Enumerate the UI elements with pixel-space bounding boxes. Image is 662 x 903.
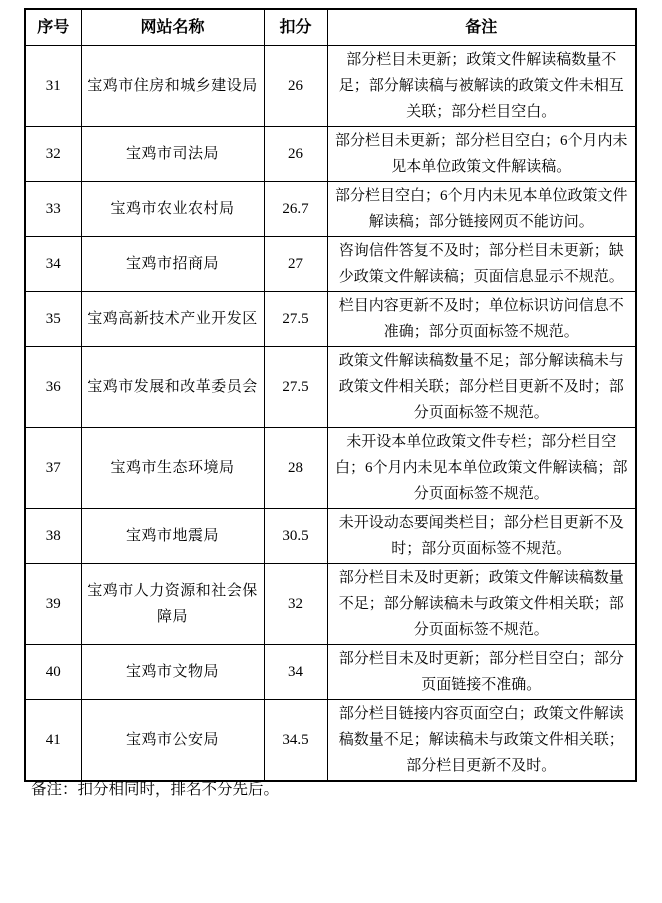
cell-site-name: 宝鸡市地震局 bbox=[81, 509, 264, 564]
cell-deduction: 32 bbox=[264, 564, 327, 645]
table-row bbox=[25, 564, 636, 645]
cell-remark: 部分栏目空白；6个月内未见本单位政策文件解读稿；部分链接网页不能访问。 bbox=[327, 182, 636, 237]
cell-deduction: 34.5 bbox=[264, 700, 327, 782]
cell-site-name: 宝鸡市司法局 bbox=[81, 127, 264, 182]
table-row bbox=[25, 46, 636, 127]
cell-serial-number: 38 bbox=[25, 509, 81, 564]
score-table bbox=[24, 8, 637, 782]
cell-site-name: 宝鸡市发展和改革委员会 bbox=[81, 347, 264, 428]
table-row bbox=[25, 292, 636, 347]
cell-site-name: 宝鸡市住房和城乡建设局 bbox=[81, 46, 264, 127]
cell-remark: 政策文件解读稿数量不足；部分解读稿未与政策文件相关联；部分栏目更新不及时；部分页面标签不规范。 bbox=[327, 347, 636, 428]
cell-site-name: 宝鸡市招商局 bbox=[81, 237, 264, 292]
cell-site-name: 宝鸡高新技术产业开发区 bbox=[81, 292, 264, 347]
cell-serial-number: 40 bbox=[25, 645, 81, 700]
table-header-row bbox=[25, 9, 636, 46]
cell-deduction: 26.7 bbox=[264, 182, 327, 237]
table-row bbox=[25, 509, 636, 564]
cell-serial-number: 31 bbox=[25, 46, 81, 127]
cell-deduction: 26 bbox=[264, 127, 327, 182]
cell-serial-number: 35 bbox=[25, 292, 81, 347]
table-row bbox=[25, 237, 636, 292]
cell-serial-number: 41 bbox=[25, 700, 81, 782]
cell-deduction: 34 bbox=[264, 645, 327, 700]
cell-site-name: 宝鸡市公安局 bbox=[81, 700, 264, 782]
cell-remark: 未开设本单位政策文件专栏；部分栏目空白；6个月内未见本单位政策文件解读稿；部分页面标签不规范。 bbox=[327, 428, 636, 509]
cell-remark: 部分栏目未更新；政策文件解读稿数量不足；部分解读稿与被解读的政策文件未相互关联；部分栏目空白。 bbox=[327, 46, 636, 127]
cell-remark: 未开设动态要闻类栏目；部分栏目更新不及时；部分页面标签不规范。 bbox=[327, 509, 636, 564]
cell-serial-number: 37 bbox=[25, 428, 81, 509]
cell-site-name: 宝鸡市农业农村局 bbox=[81, 182, 264, 237]
table-row bbox=[25, 182, 636, 237]
table-row bbox=[25, 127, 636, 182]
cell-deduction: 28 bbox=[264, 428, 327, 509]
cell-remark: 部分栏目未及时更新；政策文件解读稿数量不足；部分解读稿未与政策文件相关联；部分页面标签不规范。 bbox=[327, 564, 636, 645]
cell-serial-number: 36 bbox=[25, 347, 81, 428]
cell-remark: 栏目内容更新不及时；单位标识访问信息不准确；部分页面标签不规范。 bbox=[327, 292, 636, 347]
cell-remark: 部分栏目未更新；部分栏目空白；6个月内未见本单位政策文件解读稿。 bbox=[327, 127, 636, 182]
cell-deduction: 26 bbox=[264, 46, 327, 127]
table-row bbox=[25, 700, 636, 782]
cell-serial-number: 39 bbox=[25, 564, 81, 645]
cell-serial-number: 32 bbox=[25, 127, 81, 182]
cell-deduction: 27.5 bbox=[264, 347, 327, 428]
table-row bbox=[25, 645, 636, 700]
table-row bbox=[25, 428, 636, 509]
cell-site-name: 宝鸡市人力资源和社会保障局 bbox=[81, 564, 264, 645]
cell-serial-number: 34 bbox=[25, 237, 81, 292]
cell-deduction: 30.5 bbox=[264, 509, 327, 564]
cell-site-name: 宝鸡市文物局 bbox=[81, 645, 264, 700]
header-serial-number: 序号 bbox=[25, 9, 81, 46]
table-row bbox=[25, 347, 636, 428]
header-remark: 备注 bbox=[327, 9, 636, 46]
header-site-name: 网站名称 bbox=[81, 9, 264, 46]
cell-remark: 部分栏目链接内容页面空白；政策文件解读稿数量不足；解读稿未与政策文件相关联；部分栏目更新不及时。 bbox=[327, 700, 636, 782]
cell-deduction: 27.5 bbox=[264, 292, 327, 347]
table-body bbox=[25, 46, 636, 782]
cell-deduction: 27 bbox=[264, 237, 327, 292]
cell-site-name: 宝鸡市生态环境局 bbox=[81, 428, 264, 509]
cell-remark: 部分栏目未及时更新；部分栏目空白；部分页面链接不准确。 bbox=[327, 645, 636, 700]
cell-serial-number: 33 bbox=[25, 182, 81, 237]
cell-remark: 咨询信件答复不及时；部分栏目未更新；缺少政策文件解读稿；页面信息显示不规范。 bbox=[327, 237, 636, 292]
header-deduction: 扣分 bbox=[264, 9, 327, 46]
footnote: 备注：扣分相同时，排名不分先后。 bbox=[31, 781, 280, 798]
